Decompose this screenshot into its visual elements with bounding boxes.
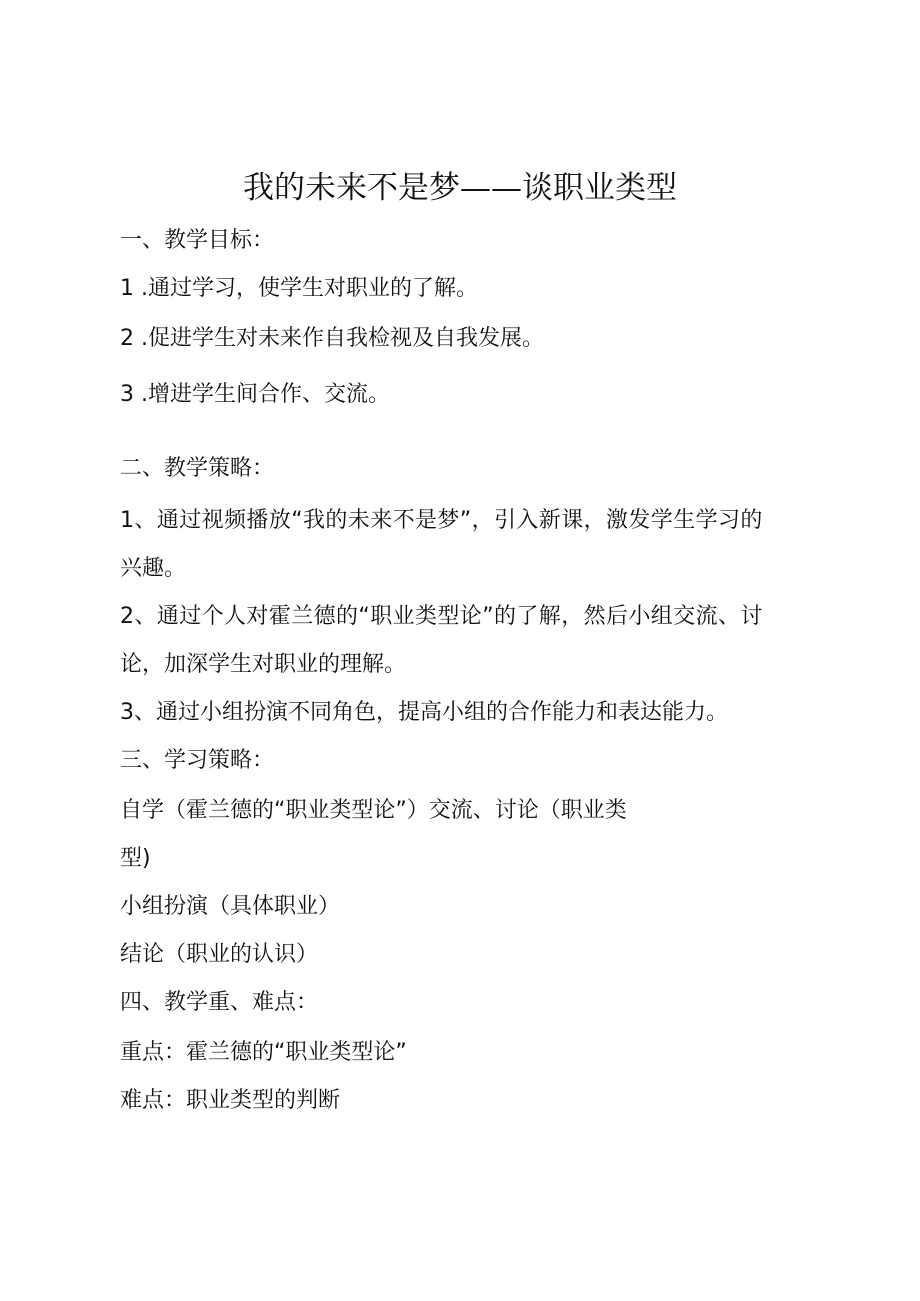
section-heading-teaching-strategy: 二、教学策略： xyxy=(120,456,275,481)
section-heading-learning-strategy: 三、学习策略： xyxy=(120,748,275,773)
strategy-item-3: 3、通过小组扮演不同角色，提高小组的合作能力和表达能力。 xyxy=(120,700,728,725)
key-point: 重点：霍兰德的“职业类型论” xyxy=(120,1040,407,1065)
learning-line-1: 自学（霍兰德的“职业类型论”）交流、讨论（职业类 xyxy=(120,798,627,823)
strategy-item-2-line2: 论，加深学生对职业的理解。 xyxy=(120,652,407,677)
strategy-item-1-line1: 1、通过视频播放“我的未来不是梦”，引入新课，激发学生学习的 xyxy=(120,508,763,533)
goal-item-1: 1 .通过学习，使学生对职业的了解。 xyxy=(120,276,478,301)
strategy-item-1-line2: 兴趣。 xyxy=(120,556,187,581)
section-heading-key-difficult-points: 四、教学重、难点： xyxy=(120,990,319,1015)
section-heading-teaching-goals: 一、教学目标： xyxy=(120,228,275,253)
learning-line-4: 结论（职业的认识） xyxy=(120,942,319,967)
learning-line-2: 型) xyxy=(120,846,151,871)
strategy-item-2-line1: 2、通过个人对霍兰德的“职业类型论”的了解，然后小组交流、讨 xyxy=(120,604,763,629)
goal-item-2: 2 .促进学生对未来作自我检视及自我发展。 xyxy=(120,326,544,351)
document-title: 我的未来不是梦——谈职业类型 xyxy=(243,170,677,206)
goal-item-3: 3 .增进学生间合作、交流。 xyxy=(120,382,390,407)
learning-line-3: 小组扮演（具体职业） xyxy=(120,894,341,919)
difficult-point: 难点：职业类型的判断 xyxy=(120,1088,341,1113)
